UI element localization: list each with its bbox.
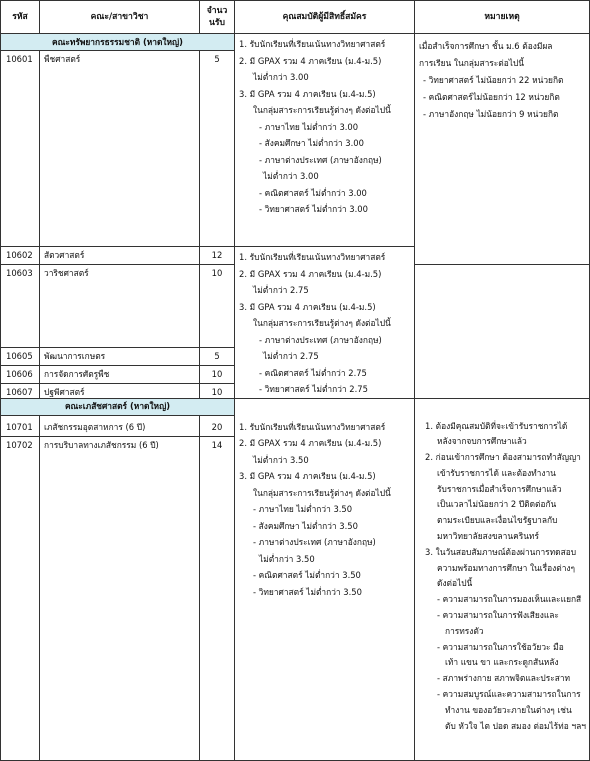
qual-line: - วิทยาศาสตร์ ไม่ต่ำกว่า 2.75 (259, 384, 368, 394)
qual-line: - วิทยาศาสตร์ ไม่ต่ำกว่า 3.00 (259, 204, 368, 214)
qual-line: 3. มี GPA รวม 4 ภาคเรียน (ม.4-ม.5) (239, 471, 376, 481)
qual-line: ในกลุ่มสาระการเรียนรู้ต่างๆ ดังต่อไปนี้ (253, 318, 391, 328)
qual-line: ไม่ต่ำกว่า 3.00 (263, 171, 319, 181)
remark-line: - ภาษาอังกฤษ ไม่น้อยกว่า 9 หน่วยกิต (423, 109, 559, 119)
faculty-row (1, 398, 590, 415)
remark-line: ตามระเบียบและเงื่อนไขรัฐบาลกับ (437, 515, 558, 526)
qual-line: ไม่ต่ำกว่า 2.75 (253, 285, 309, 295)
qual-line: 2. มี GPAX รวม 4 ภาคเรียน (ม.4-ม.5) (239, 55, 382, 66)
qualification-cell (235, 34, 415, 247)
qual-line: ในกลุ่มสาระการเรียนรู้ต่างๆ ดังต่อไปนี้ (253, 105, 391, 115)
program-seats: 5 (200, 347, 235, 365)
program-code: 10607 (1, 383, 40, 398)
header-code: รหัส (1, 1, 40, 34)
program-name: เภสัชกรรมอุตสาหการ (6 ปี) (40, 415, 200, 436)
faculty-title: คณะเภสัชศาสตร์ (หาดใหญ่) (1, 398, 235, 415)
qual-line: - สังคมศึกษา ไม่ต่ำกว่า 3.50 (253, 520, 358, 531)
remark-line: เป็นเวลาไม่น้อยกว่า 2 ปีติดต่อกัน (437, 499, 557, 510)
remark-line: - วิทยาศาสตร์ ไม่น้อยกว่า 22 หน่วยกิต (423, 75, 564, 85)
qual-line: - คณิตศาสตร์ ไม่ต่ำกว่า 3.00 (259, 187, 367, 198)
qual-line: ไม่ต่ำกว่า 3.50 (259, 553, 315, 564)
faculty-title: คณะทรัพยากรธรรมชาติ (หาดใหญ่) (1, 34, 235, 51)
program-name: ปฐพีศาสตร์ (40, 383, 200, 398)
remark-line: ทำงาน ของอวัยวะภายในต่างๆ เช่น (445, 704, 572, 715)
qual-line: - ภาษาไทย ไม่ต่ำกว่า 3.00 (259, 121, 359, 132)
program-name: พัฒนาการเกษตร (40, 347, 200, 365)
remark-line: เมื่อสำเร็จการศึกษา ชั้น ม.6 ต้องมีผล (419, 41, 553, 51)
remark-line: ตับ หัวใจ ไต ปอด สมอง ต่อมไร้ท่อ ฯลฯ (445, 720, 586, 731)
remark-line: - ความสามารถในการใช้อวัยวะ มือ (437, 641, 564, 652)
program-seats: 10 (200, 383, 235, 398)
qual-line: - วิทยาศาสตร์ ไม่ต่ำกว่า 3.50 (253, 586, 362, 597)
remark-line: รับราชการเมื่อสำเร็จการศึกษาแล้ว (437, 483, 562, 494)
program-name: วาริชศาสตร์ (40, 265, 200, 348)
remark-line: มหาวิทยาลัยสงขลานครินทร์ (437, 531, 539, 542)
remark-cell (415, 34, 590, 265)
remark-line: - ความสามารถในการฟังเสียงและ (437, 610, 559, 621)
qual-line: 2. มี GPAX รวม 4 ภาคเรียน (ม.4-ม.5) (239, 268, 382, 279)
qual-line: 3. มี GPA รวม 4 ภาคเรียน (ม.4-ม.5) (239, 301, 376, 312)
qual-line: - ภาษาต่างประเทศ (ภาษาอังกฤษ) (253, 537, 376, 547)
program-code: 10603 (1, 265, 40, 348)
qual-line: - ภาษาต่างประเทศ (ภาษาอังกฤษ) (259, 154, 382, 165)
qual-line: - ภาษาต่างประเทศ (ภาษาอังกฤษ) (259, 334, 382, 345)
remark-line: 1. ต้องมีคุณสมบัติที่จะเข้ารับราชการได้ (425, 420, 568, 431)
qual-line: ไม่ต่ำกว่า 3.00 (253, 72, 309, 82)
program-code: 10606 (1, 365, 40, 383)
qual-line: ไม่ต่ำกว่า 2.75 (263, 351, 319, 361)
program-seats: 10 (200, 365, 235, 383)
header-row (1, 1, 590, 34)
program-code: 10702 (1, 436, 40, 760)
program-seats: 12 (200, 247, 235, 265)
header-seats (200, 1, 235, 34)
qualification-cell (235, 247, 415, 399)
remark-line: ความพร้อมทางการศึกษา ในเรื่องต่างๆ (437, 562, 575, 573)
program-seats: 5 (200, 51, 235, 247)
header-program: คณะ/สาขาวิชา (40, 1, 200, 34)
program-name: สัตวศาสตร์ (40, 247, 200, 265)
remark-empty-cell (415, 265, 590, 399)
program-seats: 14 (200, 436, 235, 760)
qual-line: - คณิตศาสตร์ ไม่ต่ำกว่า 3.50 (253, 570, 361, 580)
program-name: การจัดการศัตรูพืช (40, 365, 200, 383)
remark-line: ดังต่อไปนี้ (437, 578, 473, 589)
program-seats: 20 (200, 415, 235, 436)
remark-line: - สภาพร่างกาย สภาพจิตและประสาท (437, 673, 571, 684)
remark-line: เท้า แขน ขา และกระดูกสันหลัง (445, 657, 559, 668)
program-name: พืชศาสตร์ (40, 51, 200, 247)
faculty-row (1, 34, 590, 51)
remark-line: 2. ก่อนเข้าการศึกษา ต้องสามารถทำสัญญา (425, 452, 581, 463)
program-code: 10601 (1, 51, 40, 247)
program-code: 10602 (1, 247, 40, 265)
qual-line: 2. มี GPAX รวม 4 ภาคเรียน (ม.4-ม.5) (239, 438, 382, 448)
remark-line: 3. ในวันสอบสัมภาษณ์ต้องผ่านการทดสอบ (425, 546, 577, 557)
header-remark: หมายเหตุ (415, 1, 590, 34)
header-qualification: คุณสมบัติผู้มีสิทธิ์สมัคร (235, 1, 415, 34)
program-code: 10701 (1, 415, 40, 436)
qual-line: 1. รับนักเรียนที่เรียนเน้นทางวิทยาศาสตร์ (239, 421, 386, 432)
qualification-cell (235, 398, 415, 760)
program-seats: 10 (200, 265, 235, 348)
program-name: การบริบาลทางเภสัชกรรม (6 ปี) (40, 436, 200, 760)
qual-line: 3. มี GPA รวม 4 ภาคเรียน (ม.4-ม.5) (239, 88, 376, 99)
qual-line: - คณิตศาสตร์ ไม่ต่ำกว่า 2.75 (259, 367, 367, 378)
remark-line: หลังจากจบการศึกษาแล้ว (437, 436, 527, 447)
qual-line: 1. รับนักเรียนที่เรียนเน้นทางวิทยาศาสตร์ (239, 252, 386, 262)
remark-line: เข้ารับราชการได้ และต้องทำงาน (437, 467, 556, 478)
remark-line: - คณิตศาสตร์ไม่น้อยกว่า 12 หน่วยกิต (423, 92, 560, 102)
qual-line: ไม่ต่ำกว่า 3.50 (253, 454, 309, 465)
qual-line: - ภาษาไทย ไม่ต่ำกว่า 3.50 (253, 504, 353, 514)
remark-line: - ความสมบูรณ์และความสามารถในการ (437, 689, 581, 700)
header-seats-label: จำนวนรับ (206, 6, 228, 28)
program-code: 10605 (1, 347, 40, 365)
qual-line: 1. รับนักเรียนที่เรียนเน้นทางวิทยาศาสตร์ (239, 39, 386, 49)
qual-line: - สังคมศึกษา ไม่ต่ำกว่า 3.00 (259, 138, 364, 148)
remark-line: การทรงตัว (445, 625, 484, 636)
remark-cell (415, 398, 590, 760)
remark-line: การเรียน ในกลุ่มสาระต่อไปนี้ (419, 58, 524, 68)
remark-line: - ความสามารถในการมองเห็นและแยกสี (437, 594, 582, 605)
qual-line: ในกลุ่มสาระการเรียนรู้ต่างๆ ดังต่อไปนี้ (253, 487, 391, 498)
